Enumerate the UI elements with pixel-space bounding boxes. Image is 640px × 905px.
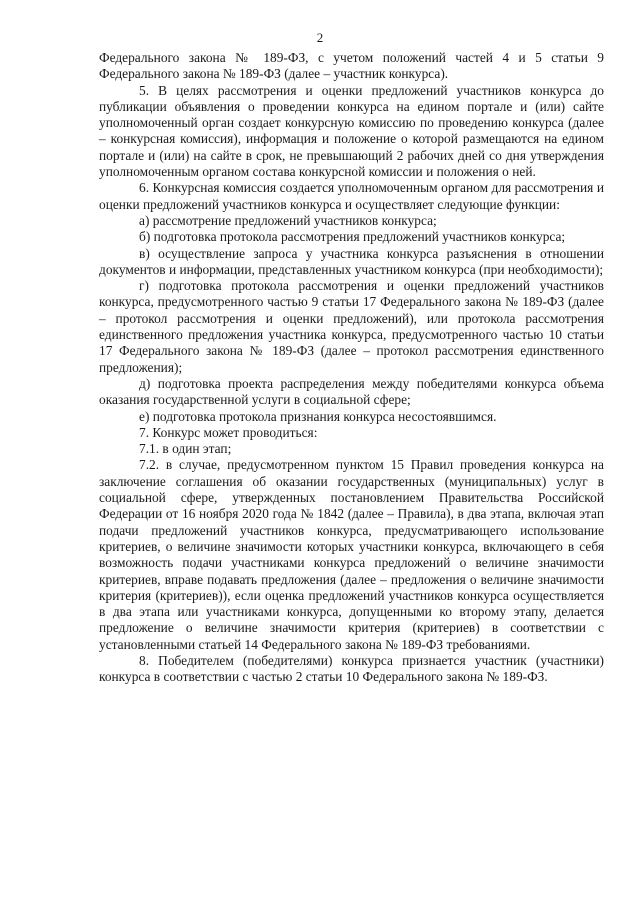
paragraph-6: 6. Конкурсная комиссия создается уполномоченным органом для рассмотрения и оценки предложений участников конкурса и осуществляет следующие функции: [99,180,604,212]
paragraph-7-2: 7.2. в случае, предусмотренном пунктом 15 Правил проведения конкурса на заключение соглашения об оказании государственных (муниципальных) услуг в социальной сфере, утвержденных постановлением Правительства Российской Федерации от 16 ноября 2020 года № 1842 (далее – Правила), в два этапа, включая этап подачи предложений участников конкурса, предусматривающего использование критериев, о величине значимости которых участники конкурса, включающего в себя возможность подачи участниками конкурса предложений о величине значимости критериев, вправе подавать предложения (далее – предложения о величине значимости критерия (критериев)), если оценка предложений участников конкурса осуществляется в два этапа или участниками конкурса, допущенными ко второму этапу, делается предложение о величине значимости критерия (критериев) в соответствии с установленными статьей 14 Федерального закона № 189-ФЗ требованиями. [99,457,604,652]
paragraph-5: 5. В целях рассмотрения и оценки предложений участников конкурса до публикации объявления о проведении конкурса на едином портале и (или) сайте уполномоченный орган создает конкурсную комиссию по проведению конкурса (далее – конкурсная комиссия), информация и положение о которой размещаются на едином портале и (или) на сайте в срок, не превышающий 2 рабочих дней со дня утверждения уполномоченным органом состава конкурсной комиссии и положения о ней. [99,82,604,180]
document-body [99,50,604,686]
list-item-g: г) подготовка протокола рассмотрения и оценки предложений участников конкурса, предусмотренного частью 9 статьи 17 Федерального закона № 189-ФЗ (далее – протокол рассмотрения и оценки предложений), или протокола рассмотрения единственного предложения участника конкурса, предусмотренного частью 10 статьи 17 Федерального закона № 189-ФЗ (далее – протокол рассмотрения единственного предложения); [99,278,604,375]
paragraph-continuation: Федерального закона № 189-ФЗ, с учетом положений частей 4 и 5 статьи 9 Федерального закона № 189-ФЗ (далее – участник конкурса). [99,50,604,82]
paragraph-8: 8. Победителем (победителями) конкурса признается участник (участники) конкурса в соответствии с частью 2 статьи 10 Федерального закона № 189-ФЗ. [99,652,604,685]
list-item-v: в) осуществление запроса у участника конкурса разъяснения в отношении документов и информации, представленных участником конкурса (при необходимости); [99,245,604,277]
list-item-a: а) рассмотрение предложений участников конкурса; [139,212,437,228]
list-item-e: е) подготовка протокола признания конкурса несостоявшимся. [139,408,497,424]
page-number: 2 [316,30,324,45]
list-item-d: д) подготовка проекта распределения между победителями конкурса объема оказания государственной услуги в социальной сфере; [99,375,604,408]
paragraph-7-1: 7.1. в один этап; [139,441,232,457]
paragraph-7: 7. Конкурс может проводиться: [139,424,318,440]
list-item-b: б) подготовка протокола рассмотрения предложений участников конкурса; [139,229,566,245]
